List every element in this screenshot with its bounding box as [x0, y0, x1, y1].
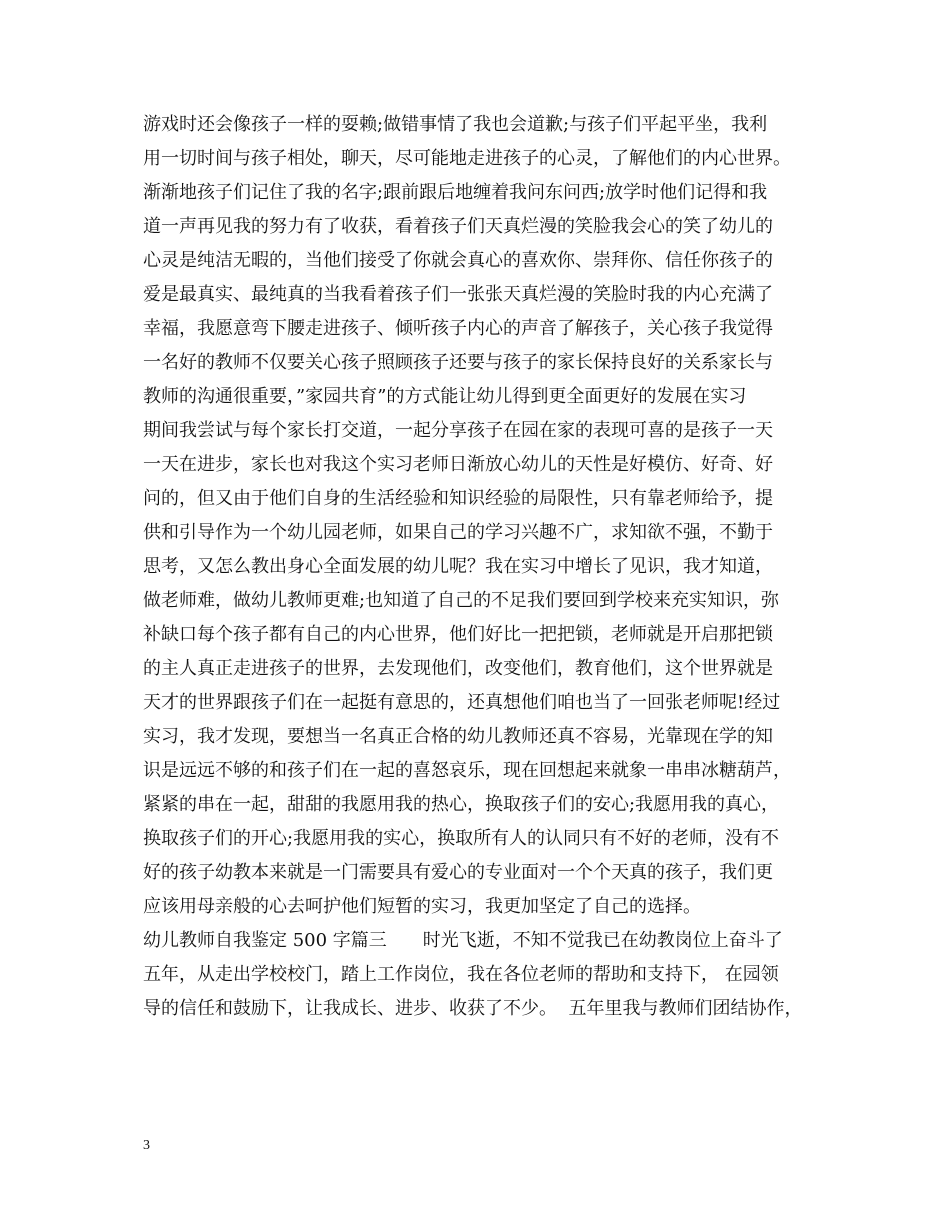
text-line: 一天在进步，家长也对我这个实习老师日渐放心幼儿的天性是好模仿、好奇、好	[143, 454, 773, 475]
text-line: 教师的沟通很重要，”家园共育”的方式能让幼儿得到更全面更好的发展在实习	[143, 386, 747, 407]
text-line: 幸福，我愿意弯下腰走进孩子、倾听孩子内心的声音了解孩子，关心孩子我觉得	[143, 318, 773, 339]
text-line: 思考，又怎么教出身心全面发展的幼儿呢？我在实习中增长了见识，我才知道，	[143, 556, 773, 577]
text-line: 识是远远不够的和孩子们在一起的喜怒哀乐，现在回想起来就象一串串冰糖葫芦，	[143, 760, 791, 781]
text-line: 心灵是纯洁无暇的，当他们接受了你就会真心的喜欢你、崇拜你、信任你孩子的	[143, 250, 773, 271]
text-line: 爱是最真实、最纯真的当我看着孩子们一张张天真烂漫的笑脸时我的内心充满了	[143, 284, 773, 305]
text-line: 五年，从走出学校校门，踏上工作岗位，我在各位老师的帮助和支持下， 在园领	[143, 964, 779, 985]
body-text	[143, 108, 843, 1026]
text-line: 问的，但又由于他们自身的生活经验和知识经验的局限性，只有靠老师给予，提	[143, 488, 773, 509]
text-line: 应该用母亲般的心去呵护他们短暂的实习，我更加坚定了自己的选择。	[143, 896, 701, 917]
text-line: 紧紧的串在一起，甜甜的我愿用我的热心，换取孩子们的安心;我愿用我的真心，	[143, 794, 780, 815]
text-line: 期间我尝试与每个家长打交道，一起分享孩子在园在家的表现可喜的是孩子一天	[143, 420, 773, 441]
text-line: 游戏时还会像孩子一样的耍赖;做错事情了我也会道歉;与孩子们平起平坐，我利	[143, 114, 768, 135]
page-number: 3	[143, 1138, 150, 1153]
text-line: 供和引导作为一个幼儿园老师，如果自己的学习兴趣不广，求知欲不强，不勤于	[143, 522, 773, 543]
text-line: 做老师难，做幼儿教师更难;也知道了自己的不足我们要回到学校来充实知识，弥	[143, 590, 780, 611]
text-line: 天才的世界跟孩子们在一起挺有意思的，还真想他们咱也当了一回张老师呢!经过	[143, 692, 781, 713]
text-line: 实习，我才发现，要想当一名真正合格的幼儿教师还真不容易，光靠现在学的知	[143, 726, 773, 747]
text-line: 渐渐地孩子们记住了我的名字;跟前跟后地缠着我问东问西;放学时他们记得和我	[143, 182, 768, 203]
text-line: 换取孩子们的开心;我愿用我的实心，换取所有人的认同只有不好的老师，没有不	[143, 828, 780, 849]
text-line: 补缺口每个孩子都有自己的内心世界，他们好比一把把锁，老师就是开启那把锁	[143, 624, 773, 645]
section-heading-line: 幼儿教师自我鉴定 500 字篇三 时光飞逝，不知不觉我已在幼教岗位上奋斗了	[143, 930, 783, 951]
text-line: 用一切时间与孩子相处，聊天，尽可能地走进孩子的心灵，了解他们的内心世界。	[143, 148, 791, 169]
text-line: 导的信任和鼓励下，让我成长、进步、收获了不少。 五年里我与教师们团结协作，	[143, 998, 803, 1019]
text-line: 道一声再见我的努力有了收获，看着孩子们天真烂漫的笑脸我会心的笑了幼儿的	[143, 216, 773, 237]
text-line: 一名好的教师不仅要关心孩子照顾孩子还要与孩子的家长保持良好的关系家长与	[143, 352, 773, 373]
text-line: 好的孩子幼教本来就是一门需要具有爱心的专业面对一个个天真的孩子，我们更	[143, 862, 773, 883]
text-line: 的主人真正走进孩子的世界，去发现他们，改变他们，教育他们，这个世界就是	[143, 658, 773, 679]
